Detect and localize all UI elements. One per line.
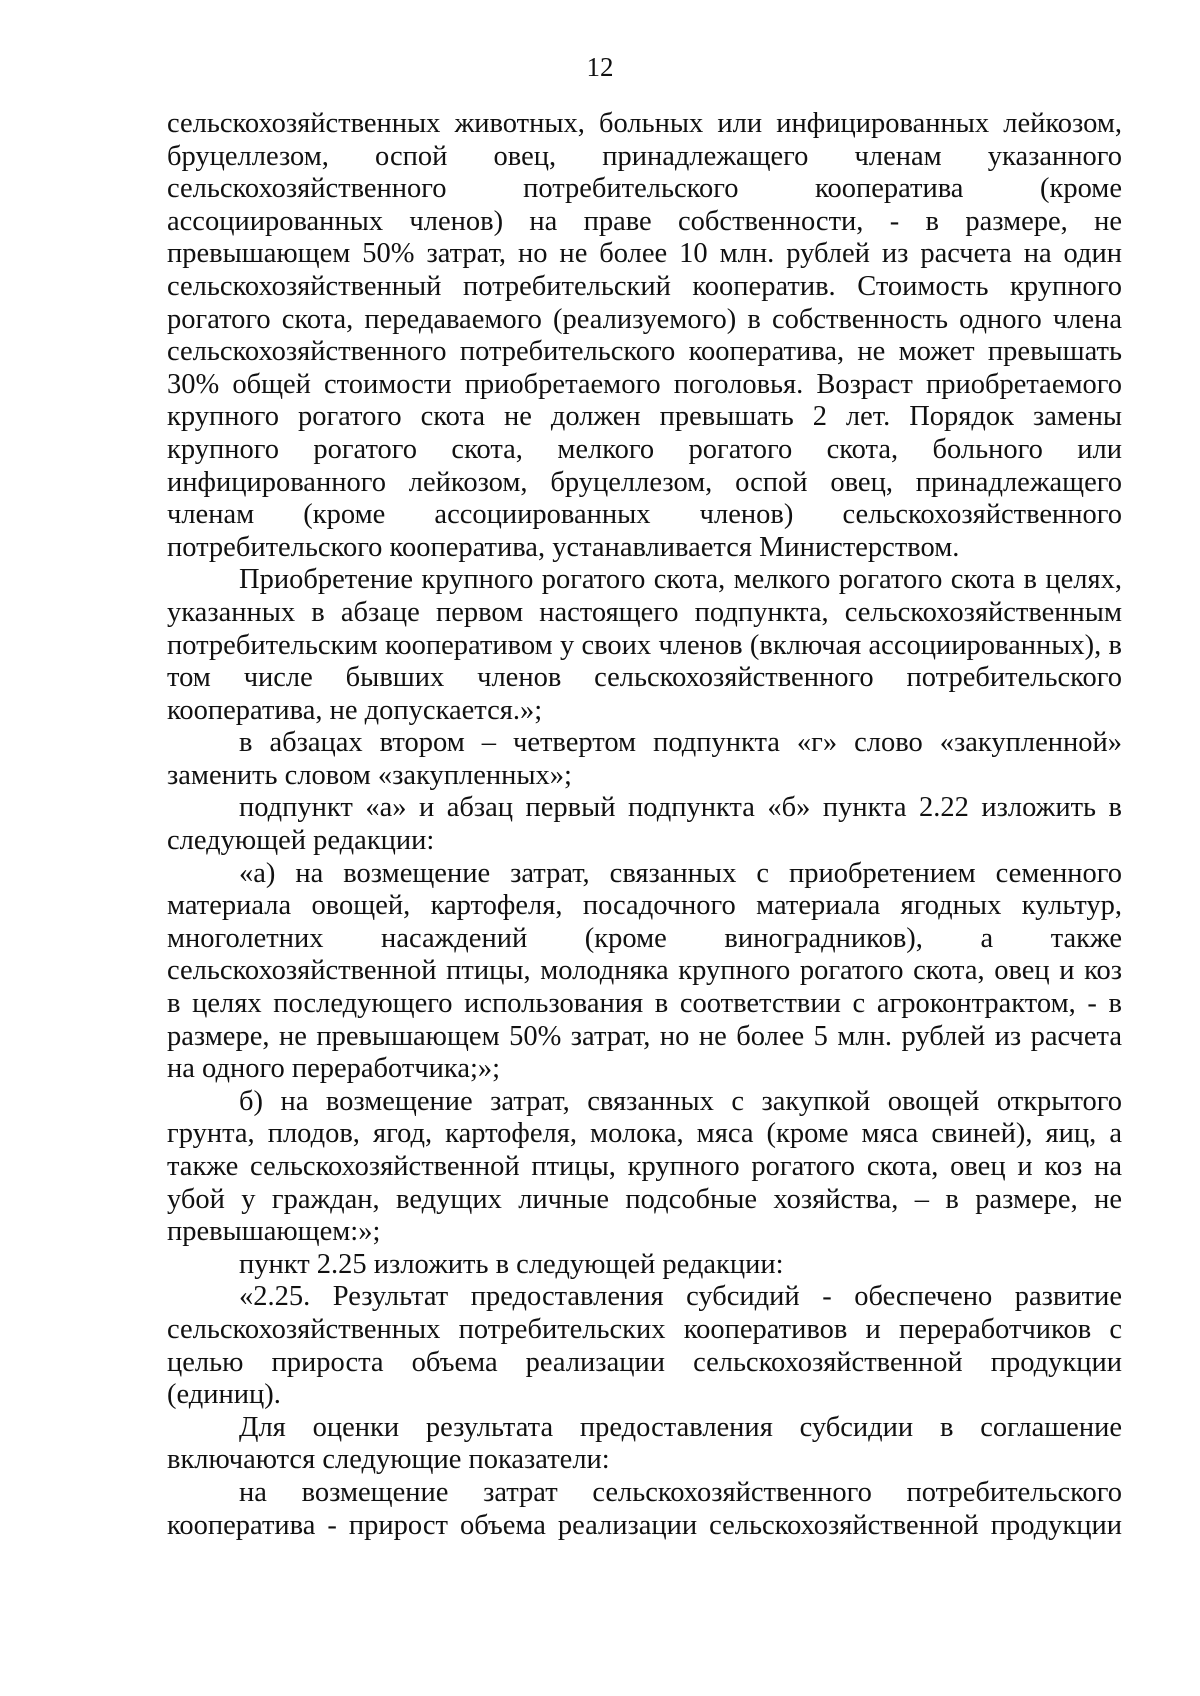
page-number: 12	[586, 52, 614, 82]
paragraph-subparagraph-a: «а) на возмещение затрат, связанных с приобретением семенного материала овощей, картофеля, посадочного материала ягодных культур, многолетних насаждений (кроме виноградников), а также сельскохозяйственной птицы, молодняка крупного рогатого скота, овец и коз в целях последующего использования в соответствии с агроконтрактом, - в размере, не превышающем 50% затрат, но не более 5 млн. рублей из расчета на одного переработчика;»;	[167, 857, 1122, 1085]
paragraph-amendment-subparagraph-g: в абзацах втором – четвертом подпункта «г» слово «закупленной» заменить словом «закупленных»;	[167, 727, 1122, 791]
paragraph-purchase-restriction: Приобретение крупного рогатого скота, мелкого рогатого скота в целях, указанных в абзаце первом настоящего подпункта, сельскохозяйственным потребительским кооперативом у своих членов (включая ассоциированных), в том числе бывших членов сельскохозяйственного потребительского кооператива, не допускается.»;	[167, 564, 1122, 726]
paragraph-livestock-replacement: сельскохозяйственных животных, больных или инфицированных лейкозом, бруцеллезом, оспой овец, принадлежащего членам указанного сельскохозяйственного потребительского кооператива (кроме ассоциированных членов) на праве собственности, - в размере, не превышающем 50% затрат, но не более 10 млн. рублей из расчета на один сельскохозяйственный потребительский кооператив. Стоимость крупного рогатого скота, передаваемого (реализуемого) в собственность одного члена сельскохозяйственного потребительского кооператива, не может превышать 30% общей стоимости приобретаемого поголовья. Возраст приобретаемого крупного рогатого скота не должен превышать 2 лет. Порядок замены крупного рогатого скота, мелкого рогатого скота, больного или инфицированного лейкозом, бруцеллезом, оспой овец, принадлежащего членам (кроме ассоциированных членов) сельскохозяйственного потребительского кооператива, устанавливается Министерством.	[167, 108, 1122, 563]
paragraph-amendment-point-2-25: пункт 2.25 изложить в следующей редакции:	[239, 1248, 784, 1280]
paragraph-point-2-25: «2.25. Результат предоставления субсидий - обеспечено развитие сельскохозяйственных потребительских кооперативов и переработчиков с целью прироста объема реализации сельскохозяйственной продукции (единиц).	[167, 1281, 1122, 1411]
document-body	[167, 108, 1122, 1542]
paragraph-evaluation-indicators: Для оценки результата предоставления субсидии в соглашение включаются следующие показатели:	[167, 1411, 1122, 1476]
paragraph-subparagraph-b: б) на возмещение затрат, связанных с закупкой овощей открытого грунта, плодов, ягод, картофеля, молока, мяса (кроме мяса свиней), яиц, а также сельскохозяйственной птицы, крупного рогатого скота, овец и коз на убой у граждан, ведущих личные подсобные хозяйства, – в размере, не превышающем:»;	[167, 1085, 1122, 1248]
paragraph-amendment-point-2-22: подпункт «а» и абзац первый подпункта «б» пункта 2.22 изложить в следующей редакции:	[167, 792, 1122, 857]
paragraph-cooperative-indicator: на возмещение затрат сельскохозяйственного потребительского кооператива - прирост объема реализации сельскохозяйственной продукции	[167, 1476, 1122, 1541]
